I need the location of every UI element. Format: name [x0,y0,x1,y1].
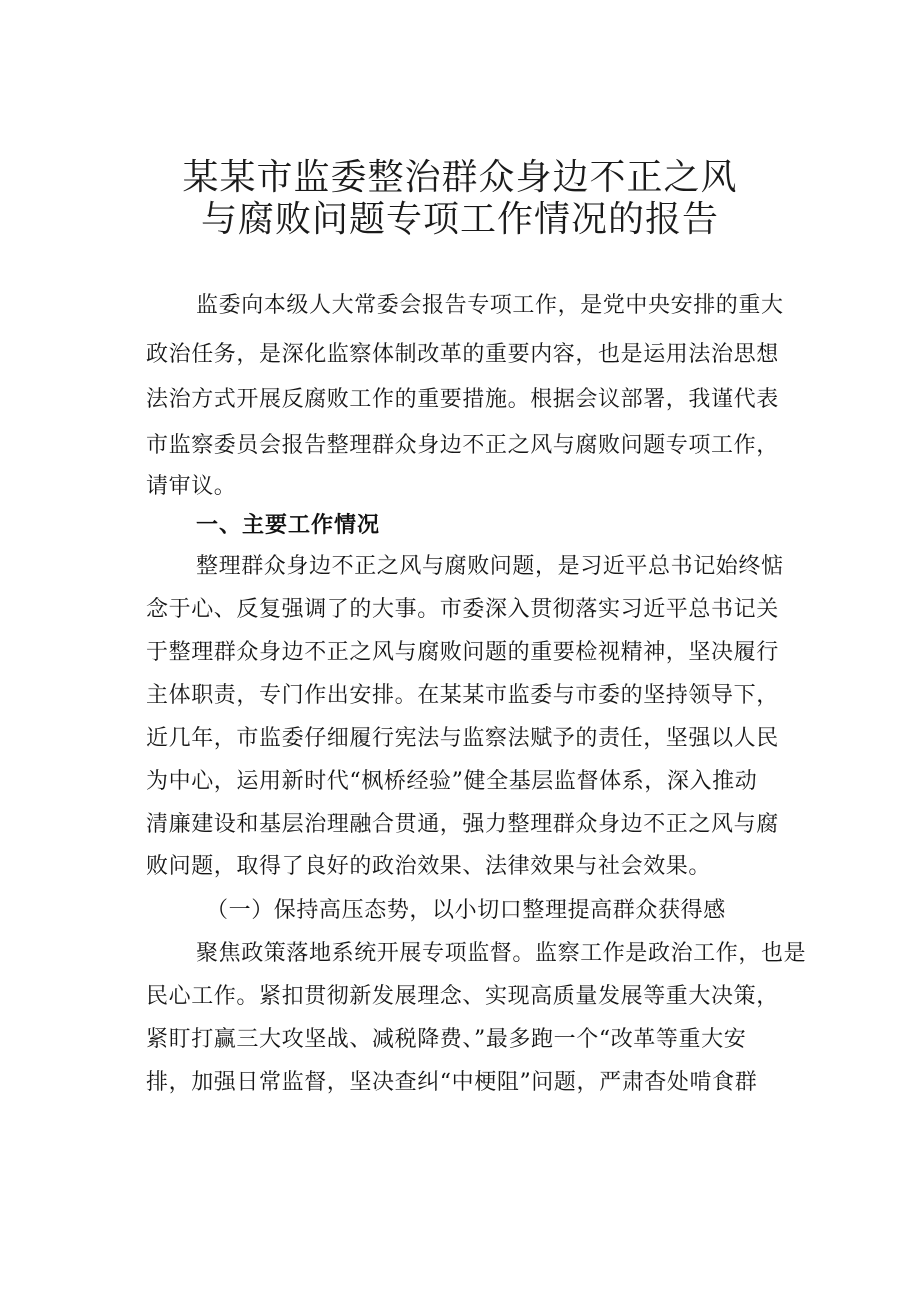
section-paragraph-line-6: 为中心，运用新时代“枫桥经验”健全基层监督体系，深入推动 [146,769,758,794]
section-paragraph-line-4: 主体职责，专门作出安排。在某某市监委与市委的坚持领导下， [146,683,779,708]
subsection-paragraph-line-1: 聚焦政策落地系统开展专项监督。监察工作是政治工作，也是 [196,941,807,966]
subsection-heading: （一）保持高压态势，以小切口整理提高群众获得感 [206,898,726,923]
section-paragraph-line-8: 败问题，取得了良好的政治效果、法律效果与社会效果。 [146,854,712,879]
section-paragraph-line-5: 近几年，市监委仔细履行宪法与监察法赋予的责任，坚强以人民 [146,726,779,751]
section-paragraph-line-3: 于整理群众身边不正之风与腐败问题的重要检视精神，坚决履行 [146,640,779,665]
section-paragraph-line-7: 清廉建设和基层治理融合贯通，强力整理群众身边不正之风与腐 [146,812,779,837]
subsection-paragraph-line-4: 排，加强日常监督，坚决查纠“中梗阻”问题，严肃杳处啃食群 [146,1070,758,1095]
intro-line-3: 法治方式开展反腐败工作的重要措施。根据会议部署，我谨代表 [146,387,779,412]
document-title-line-2: 与腐败问题专项工作情况的报告 [200,199,719,240]
intro-line-4: 市监察委员会报告整理群众身边不正之风与腐败问题专项工作， [146,433,779,458]
section-heading: 一、主要工作情况 [196,513,381,538]
subsection-paragraph-line-2: 民心工作。紧扣贯彻新发展理念、实现高质量发展等重大决策， [146,984,779,1009]
section-paragraph-line-2: 念于心、反复强调了的大事。市委深入贯彻落实习近平总书记关 [146,597,779,622]
intro-line-1: 监委向本级人大常委会报告专项工作，是党中央安排的重大 [196,293,784,318]
document-title-line-1: 某某市监委整治群众身边不正之风 [182,157,738,198]
intro-line-2: 政治任务，是深化监察体制改革的重要内容，也是运用法治思想 [146,342,779,367]
intro-line-5: 请审议。 [146,474,237,499]
section-paragraph-line-1: 整理群众身边不正之风与腐败问题，是习近平总书记始终惦 [196,554,784,579]
subsection-paragraph-line-3: 紧盯打赢三大攻坚战、减税降费、”最多跑一个“改革等重大安 [146,1027,747,1052]
